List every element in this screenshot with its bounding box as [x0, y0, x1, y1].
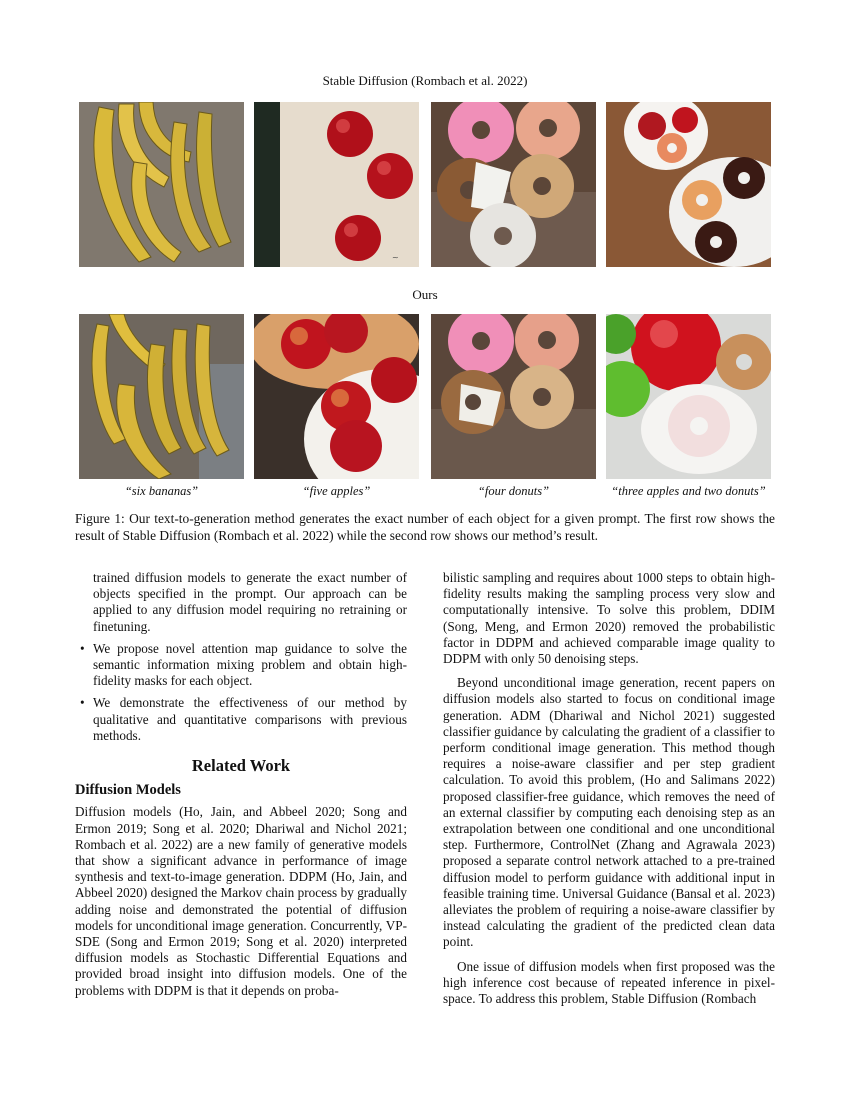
image-ours-five-apples	[254, 314, 419, 479]
figure-caption: Figure 1: Our text-to-generation method generates the exact number of each object for a given prompt. The first row shows the result of Stable Diffusion (Rombach et al. 2022) while the second row shows our method’s result.	[75, 511, 775, 543]
caption-four-donuts: “four donuts”	[477, 484, 550, 498]
body-paragraph: Diffusion models (Ho, Jain, and Abbeel 2020; Song and Ermon 2019; Song et al. 2020; Dhariwal and Nichol 2021; Rombach et al. 2022) are a new family of generative models that show a significant advance in performance of image synthesis and text-to-image generation. DDPM (Ho, Jain, and Abbeel 2020) designed the Markov chain process by gradually adding noise and demonstrated the potential of diffusion models for unconditional image generation. Concurrently, VP-SDE (Song and Ermon 2019; Song et al. 2020) interpreted diffusion models as Stochastic Differential Equations and provided broad insight into diffusion models. One of the problems with DDPM is that it depends on proba-	[75, 804, 407, 998]
bullet-icon: •	[80, 640, 85, 656]
section-title: Related Work	[191, 756, 291, 776]
image-ours-three-apples-two-donuts	[606, 314, 771, 479]
body-paragraph: Beyond unconditional image generation, recent papers on diffusion models also started to focus on conditional image generation. ADM (Dhariwal and Nichol 2021) suggested classifier guidance by calculating the gradient of a classifier to perform conditional image generation. This method though requires a noise-aware classifier and per step gradient calculation. To avoid this problem, (Ho and Salimans 2022) proposed classifier-free guidance, which removes the need of an external classifier by computing each denoising step as an extrapolation between one conditional and one unconditional step. Furthermore, ControlNet (Zhang and Agrawala 2023) proposed a separate control network attached to a pre-trained diffusion model to perform guidance with additional input in feasible training time. Universal Guidance (Bansal et al. 2023) alleviates the problem of requiring a noise-aware classifier by instead calculating the gradient of the predicted clean data point.	[443, 675, 775, 950]
list-item-text: We demonstrate the effectiveness of our method by qualitative and quantitative comparisons with previous methods.	[93, 695, 407, 743]
body-paragraph: One issue of diffusion models when first proposed was the high inference cost because of repeated inference in pixel-space. To address this problem, Stable Diffusion (Rombach	[443, 958, 775, 1007]
list-item-text: We propose novel attention map guidance to solve the semantic information mixing problem and obtain high-fidelity masks for each object.	[93, 640, 407, 689]
left-column	[75, 570, 407, 999]
image-sd-three-apples-two-donuts	[606, 102, 771, 267]
caption-five-apples: “five apples”	[302, 484, 371, 498]
image-ours-four-donuts	[431, 314, 596, 479]
row-label-ours: Ours	[412, 287, 438, 302]
list-item	[75, 695, 407, 744]
body-paragraph: bilistic sampling and requires about 1000 steps to obtain high-fidelity results making the sampling process very slow and computationally intensive. To solve this problem, DDIM (Song, Meng, and Ermon 2020) removed the probabilistic factor in DDPM and achieved comparable image quality to DDPM with only 50 denoising steps.	[443, 570, 775, 667]
image-ours-six-bananas	[79, 314, 244, 479]
caption-six-bananas: “six bananas”	[124, 484, 199, 498]
contribution-list	[75, 641, 407, 744]
image-sd-six-bananas	[79, 102, 244, 267]
svg-text:~: ~	[392, 253, 399, 262]
image-sd-four-donuts	[431, 102, 596, 267]
bullet-icon: •	[80, 695, 85, 711]
list-item	[75, 641, 407, 690]
right-column	[443, 570, 775, 1007]
bullet-continuation: trained diffusion models to generate the exact number of objects specified in the prompt. Our approach can be applied to any diffusion model requiring no retraining or finetuning.	[93, 570, 407, 634]
row-label-stable-diffusion: Stable Diffusion (Rombach et al. 2022)	[322, 73, 528, 88]
caption-three-apples-two-donuts: “three apples and two donuts”	[611, 484, 766, 498]
subsection-title: Diffusion Models	[75, 782, 181, 799]
image-sd-five-apples	[254, 102, 419, 267]
